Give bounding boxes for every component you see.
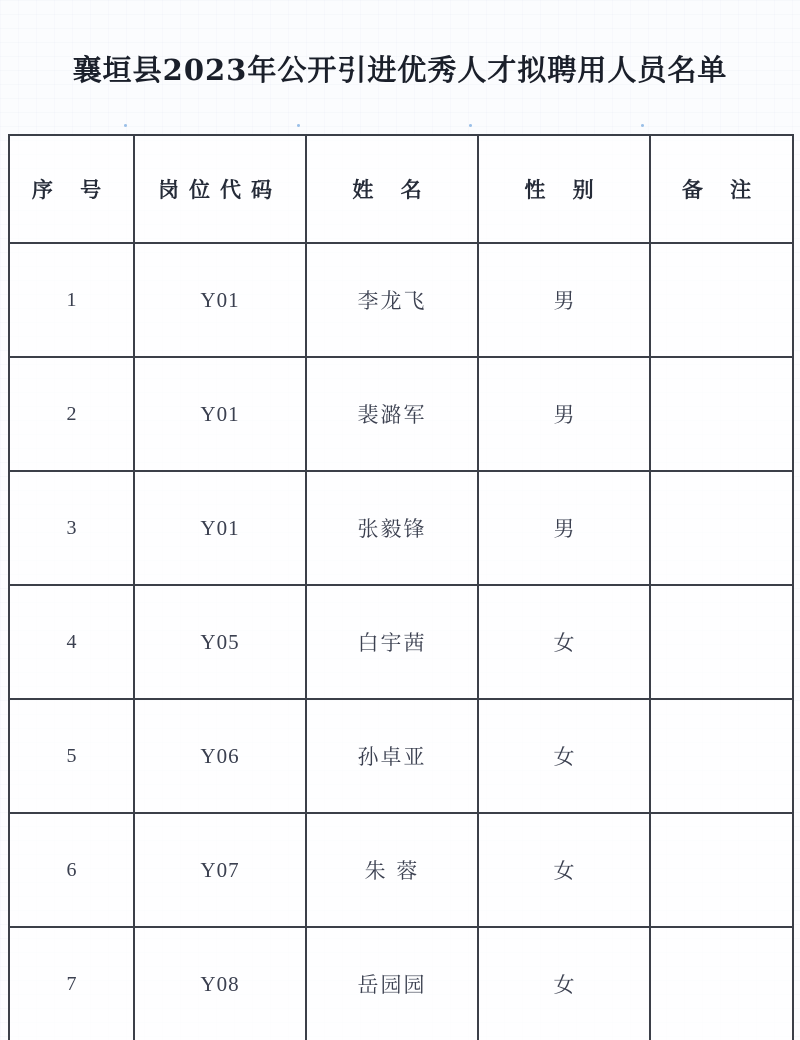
row-name: 朱 蓉	[306, 813, 478, 927]
row-name: 张毅锋	[306, 471, 478, 585]
row-position-code: Y05	[134, 585, 306, 699]
row-gender: 女	[478, 927, 650, 1040]
header-note: 备 注	[650, 135, 793, 243]
row-gender: 男	[478, 357, 650, 471]
candidate-table-wrapper	[8, 134, 792, 1030]
row-gender: 男	[478, 243, 650, 357]
table-row	[9, 699, 793, 813]
row-position-code: Y01	[134, 471, 306, 585]
table-row	[9, 471, 793, 585]
row-name: 孙卓亚	[306, 699, 478, 813]
row-note	[650, 357, 793, 471]
table-row	[9, 927, 793, 1040]
header-name: 姓 名	[306, 135, 478, 243]
row-name: 岳园园	[306, 927, 478, 1040]
row-position-code: Y07	[134, 813, 306, 927]
row-sequence: 2	[9, 357, 134, 471]
header-position-code: 岗位代码	[134, 135, 306, 243]
row-note	[650, 243, 793, 357]
table-row	[9, 813, 793, 927]
separator-dot	[641, 124, 644, 127]
table-row	[9, 357, 793, 471]
separator-dot	[124, 124, 127, 127]
row-note	[650, 813, 793, 927]
row-sequence: 6	[9, 813, 134, 927]
row-position-code: Y01	[134, 357, 306, 471]
row-name: 白宇茜	[306, 585, 478, 699]
table-row	[9, 585, 793, 699]
separator-dot	[297, 124, 300, 127]
row-position-code: Y01	[134, 243, 306, 357]
row-name: 裴潞军	[306, 357, 478, 471]
candidate-table	[8, 134, 794, 1040]
row-note	[650, 927, 793, 1040]
row-note	[650, 585, 793, 699]
row-note	[650, 699, 793, 813]
row-gender: 男	[478, 471, 650, 585]
row-sequence: 4	[9, 585, 134, 699]
row-sequence: 3	[9, 471, 134, 585]
row-name: 李龙飞	[306, 243, 478, 357]
row-position-code: Y08	[134, 927, 306, 1040]
row-gender: 女	[478, 813, 650, 927]
row-position-code: Y06	[134, 699, 306, 813]
row-sequence: 5	[9, 699, 134, 813]
document-title: 襄垣县2023年公开引进优秀人才拟聘用人员名单	[72, 53, 728, 87]
row-note	[650, 471, 793, 585]
table-header-row	[9, 135, 793, 243]
header-gender: 性 别	[478, 135, 650, 243]
row-sequence: 1	[9, 243, 134, 357]
row-sequence: 7	[9, 927, 134, 1040]
table-row	[9, 243, 793, 357]
row-gender: 女	[478, 585, 650, 699]
header-sequence: 序 号	[9, 135, 134, 243]
row-gender: 女	[478, 699, 650, 813]
separator-dot	[469, 124, 472, 127]
